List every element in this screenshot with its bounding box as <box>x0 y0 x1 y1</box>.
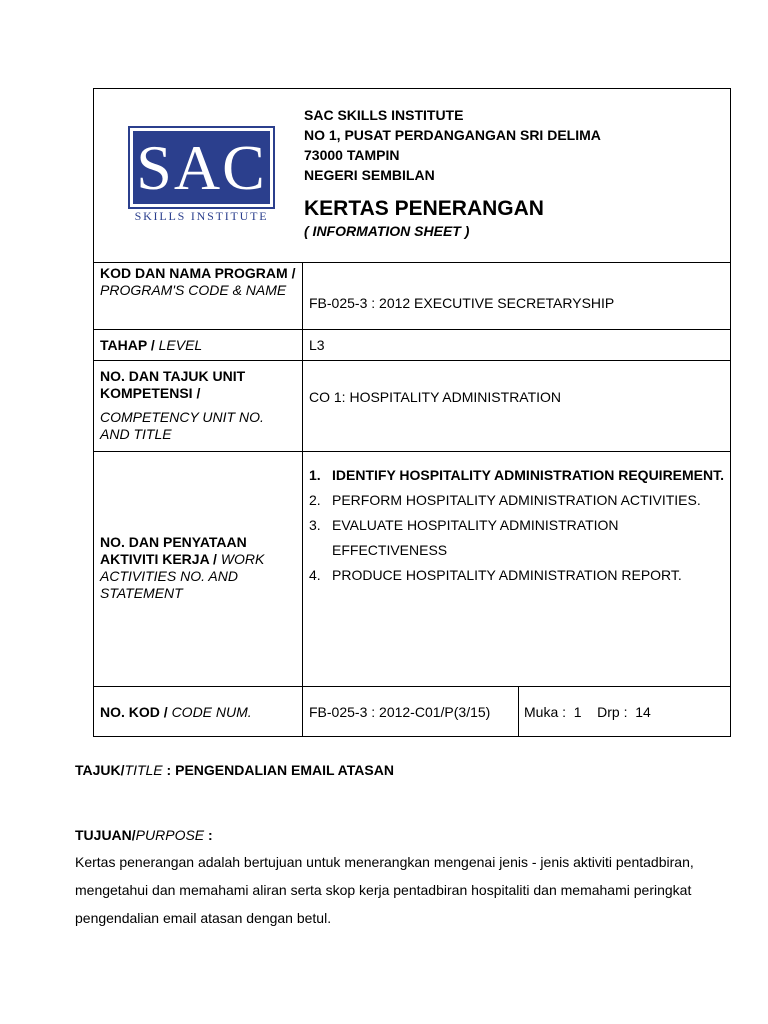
institute-address <box>304 105 601 185</box>
page-count: Muka : 1 Drp : 14 <box>524 704 651 720</box>
activity-number: 1. <box>309 467 321 483</box>
level-label-bold: TAHAP / <box>100 337 155 353</box>
activities-list <box>309 463 729 588</box>
institute-name: SAC SKILLS INSTITUTE <box>304 107 464 123</box>
address-line: NO 1, PUSAT PERDANGANGAN SRI DELIMA <box>304 127 601 143</box>
row-divider <box>94 451 730 452</box>
activities-label-italic: WORK ACTIVITIES NO. AND STATEMENT <box>100 551 265 601</box>
row-divider <box>94 360 730 361</box>
activities-label-bold: NO. DAN PENYATAAN AKTIVITI KERJA / <box>100 534 247 567</box>
activity-item <box>309 463 729 488</box>
code-label-bold: NO. KOD / <box>100 704 168 720</box>
address-line: 73000 TAMPIN <box>304 147 400 163</box>
activity-item <box>309 563 729 588</box>
sac-logo <box>130 128 273 223</box>
activity-item <box>309 513 729 563</box>
activity-text: PERFORM HOSPITALITY ADMINISTRATION ACTIVITIES. <box>332 492 701 508</box>
code-label-italic: CODE NUM. <box>171 704 252 720</box>
code-value: FB-025-3 : 2012-C01/P(3/15) <box>309 704 491 720</box>
logo-mark <box>130 128 273 207</box>
code-label <box>100 704 252 721</box>
logo-subtext: SKILLS INSTITUTE <box>134 209 269 223</box>
activity-text: IDENTIFY HOSPITALITY ADMINISTRATION REQUIREMENT. <box>332 467 725 483</box>
title-label-italic: TITLE <box>124 762 163 778</box>
unit-label-bold: NO. DAN TAJUK UNIT KOMPETENSI / <box>100 368 246 401</box>
row-divider <box>94 686 730 687</box>
purpose-label-bold: TUJUAN/ <box>75 827 136 843</box>
document-subtitle: ( INFORMATION SHEET ) <box>304 223 470 239</box>
document-title: KERTAS PENERANGAN <box>304 197 544 220</box>
program-label <box>100 265 296 299</box>
purpose-separator: : <box>204 827 213 843</box>
level-value: L3 <box>309 337 325 353</box>
title-label-bold: TAJUK/ <box>75 762 125 778</box>
activities-label <box>100 534 296 602</box>
column-divider <box>302 262 303 737</box>
program-label-bold: KOD DAN NAMA PROGRAM / <box>100 265 296 281</box>
title-separator: : <box>162 762 176 778</box>
activity-text: PRODUCE HOSPITALITY ADMINISTRATION REPORT. <box>332 567 682 583</box>
info-sheet-table <box>93 88 731 737</box>
logo-text: SAC <box>136 131 267 203</box>
purpose-heading <box>75 827 213 843</box>
title-line <box>75 762 394 778</box>
unit-label-italic: COMPETENCY UNIT NO. AND TITLE <box>100 409 264 442</box>
activity-item <box>309 488 729 513</box>
activity-number: 2. <box>309 492 321 508</box>
unit-label <box>100 368 296 443</box>
purpose-body: Kertas penerangan adalah bertujuan untuk menerangkan mengenai jenis - jenis aktiviti pentadbiran, mengetahui dan memahami aliran serta skop kerja pentadbiran hospitaliti dan memahami peringkat pengendalian email atasan dengan betul. <box>75 854 694 926</box>
row-divider <box>94 262 730 263</box>
activity-text: EVALUATE HOSPITALITY ADMINISTRATION EFFECTIVENESS <box>332 517 619 558</box>
column-divider <box>518 686 519 737</box>
activity-number: 4. <box>309 567 321 583</box>
unit-value: CO 1: HOSPITALITY ADMINISTRATION <box>309 389 562 405</box>
row-divider <box>94 329 730 330</box>
level-label-italic: LEVEL <box>158 337 203 353</box>
activity-number: 3. <box>309 517 321 533</box>
level-label <box>100 337 202 354</box>
program-value: FB-025-3 : 2012 EXECUTIVE SECRETARYSHIP <box>309 295 615 311</box>
title-value: PENGENDALIAN EMAIL ATASAN <box>175 762 394 778</box>
address-line: NEGERI SEMBILAN <box>304 167 435 183</box>
program-label-italic: PROGRAM'S CODE & NAME <box>100 282 287 298</box>
purpose-label-italic: PURPOSE <box>135 827 205 843</box>
